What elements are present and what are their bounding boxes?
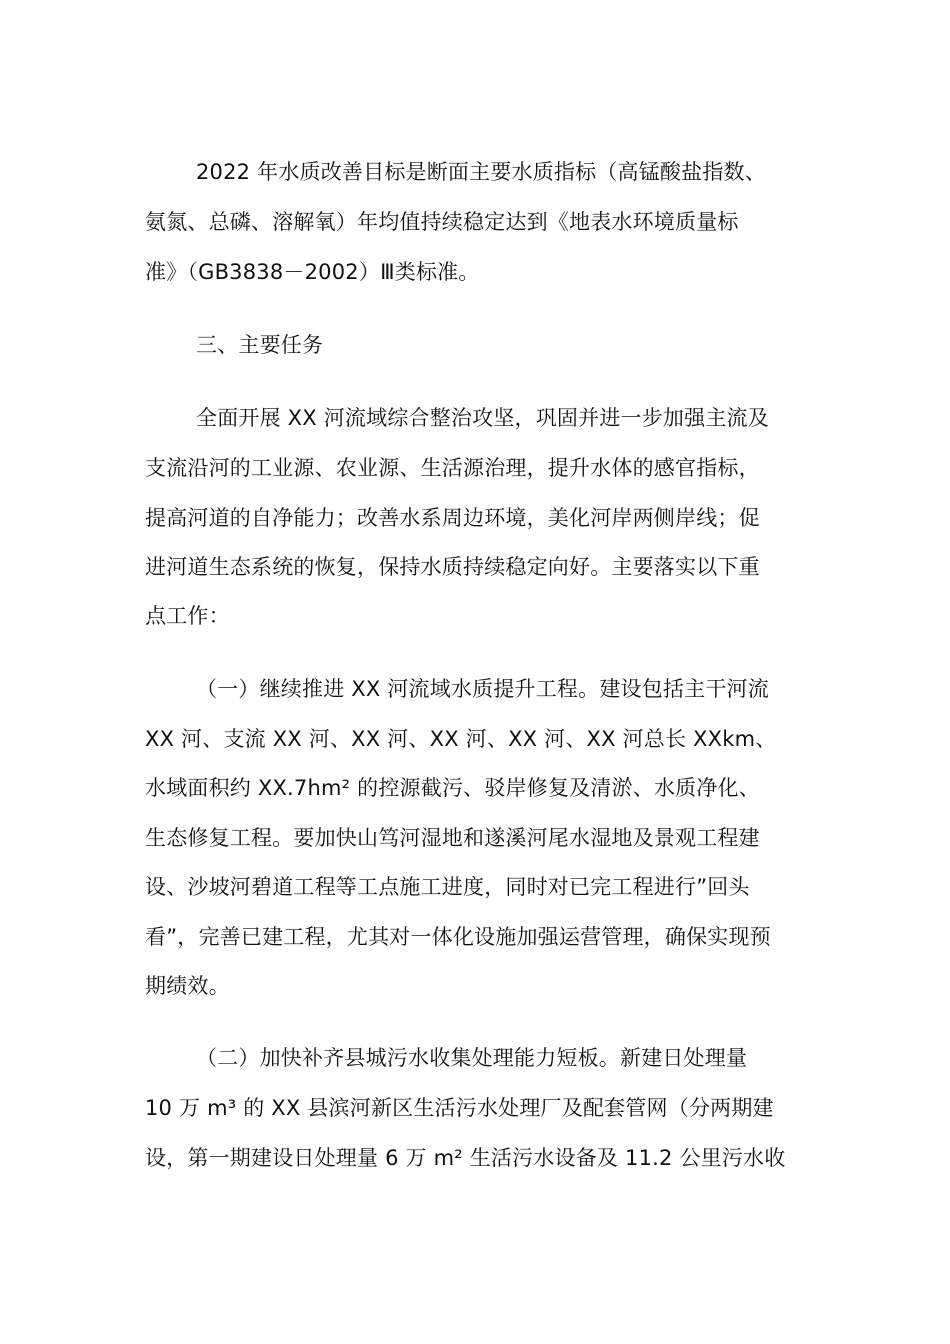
text-line: 生态修复工程。要加快山笃河湿地和遂溪河尾水湿地及景观工程建 [145,826,760,850]
text-line: 设、沙坡河碧道工程等工点施工进度，同时对已完工程进行”回头 [145,875,750,899]
text-line: 点工作： [145,604,230,628]
text-line: 2022 年水质改善目标是断面主要水质指标（高锰酸盐指数、 [196,160,766,184]
text-line: 提高河道的自净能力；改善水系周边环境，美化河岸两侧岸线；促 [145,506,760,530]
text-line: 进河道生态系统的恢复，保持水质持续稳定向好。主要落实以下重 [145,555,760,579]
text-line: XX 河、支流 XX 河、XX 河、XX 河、XX 河、XX 河总长 XXkm、 [145,727,777,751]
text-line: 氨氮、总磷、溶解氧）年均值持续稳定达到《地表水环境质量标 [145,210,739,234]
text-line: （一）继续推进 XX 河流域水质提升工程。建设包括主干河流 [196,677,769,701]
heading-text: 三、主要任务 [196,333,324,357]
text-line: 设，第一期建设日处理量 6 万 m² 生活污水设备及 11.2 公里污水收 [145,1146,786,1170]
text-line: 准》（GB3838－2002）Ⅲ类标准。 [145,260,480,284]
text-line: 全面开展 XX 河流域综合整治攻坚，巩固并进一步加强主流及 [196,406,769,430]
text-line: 看”，完善已建工程，尤其对一体化设施加强运营管理，确保实现预 [145,925,771,949]
text-line: 期绩效。 [145,974,230,998]
text-line: 10 万 m³ 的 XX 县滨河新区生活污水处理厂及配套管网（分两期建 [145,1096,774,1120]
text-line: （二）加快补齐县城污水收集处理能力短板。新建日处理量 [196,1046,748,1070]
text-line: 支流沿河的工业源、农业源、生活源治理，提升水体的感官指标， [145,456,760,480]
text-line: 水域面积约 XX.7hm² 的控源截污、驳岸修复及清淤、水质净化、 [145,776,760,800]
